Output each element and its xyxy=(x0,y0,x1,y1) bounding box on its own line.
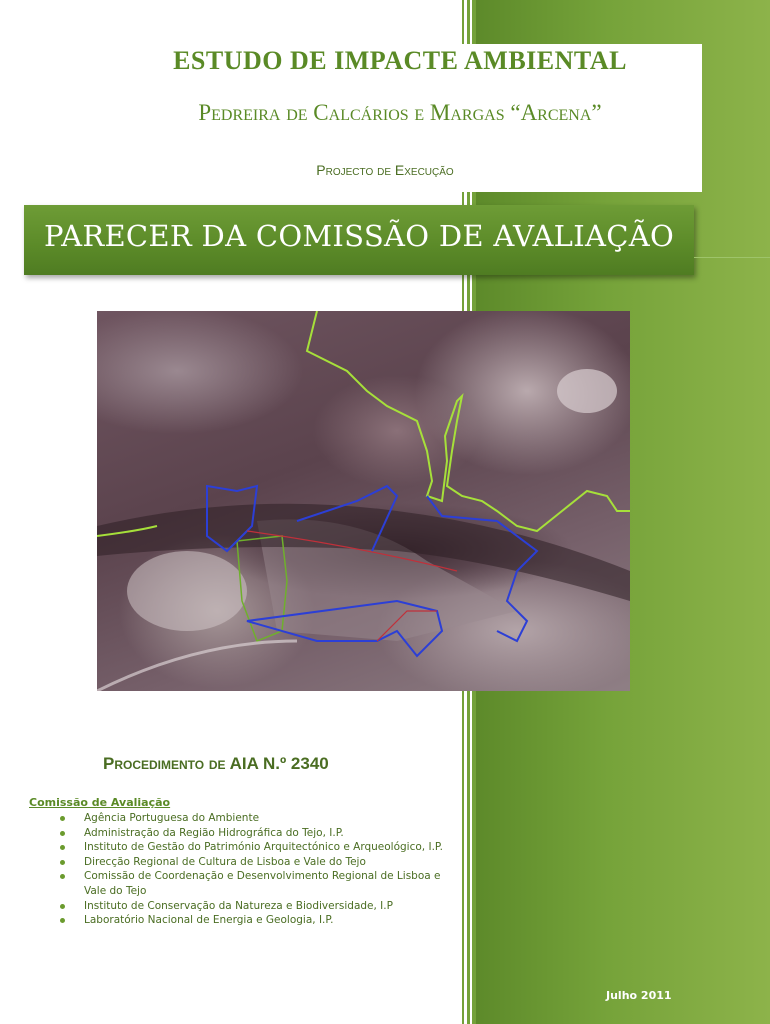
banner-title: PARECER DA COMISSÃO DE AVALIAÇÃO xyxy=(43,219,675,253)
list-item: Direcção Regional de Cultura de Lisboa e Vale do Tejo xyxy=(60,855,460,870)
list-item: Instituto de Gestão do Património Arquitectónico e Arqueológico, I.P. xyxy=(60,840,460,855)
list-item: Agência Portuguesa do Ambiente xyxy=(60,811,460,826)
document-subtitle: Pedreira de Calcários e Margas “Arcena” xyxy=(198,100,602,125)
report-banner xyxy=(24,205,694,275)
banner-rule xyxy=(694,257,770,258)
document-title: ESTUDO DE IMPACTE AMBIENTAL xyxy=(173,46,627,75)
commission-members xyxy=(60,811,460,928)
list-item: Administração da Região Hidrográfica do Tejo, I.P. xyxy=(60,826,460,841)
list-item: Instituto de Conservação da Natureza e Biodiversidade, I.P xyxy=(60,899,460,914)
aerial-photo xyxy=(97,311,630,691)
commission-title: Comissão de Avaliação xyxy=(29,796,171,809)
list-item: Laboratório Nacional de Energia e Geologia, I.P. xyxy=(60,913,460,928)
aerial-boundaries xyxy=(97,311,630,691)
project-phase: Projecto de Execução xyxy=(316,162,454,178)
document-date: Julho 2011 xyxy=(606,989,672,1002)
list-item: Comissão de Coordenação e Desenvolvimento Regional de Lisboa e Vale do Tejo xyxy=(60,869,460,898)
procedure-number: Procedimento de AIA N.º 2340 xyxy=(103,754,329,773)
